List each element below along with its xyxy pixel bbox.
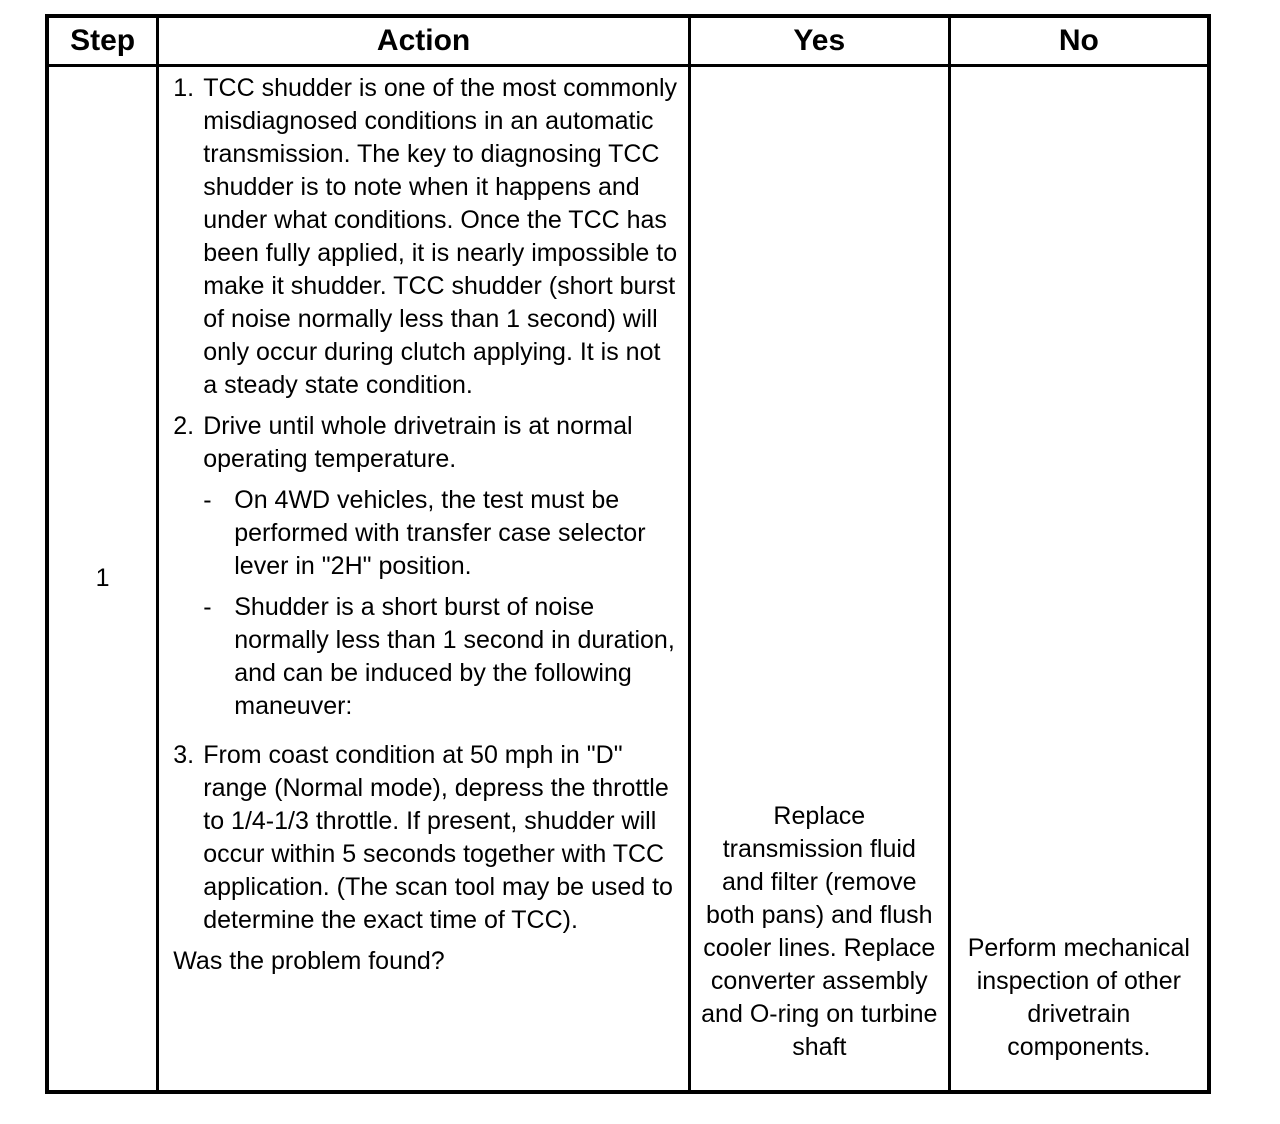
subitem-text: On 4WD vehicles, the test must be performed with transfer case selector lever in "2H" position.	[234, 486, 646, 580]
action-sub-list	[203, 484, 678, 723]
action-item-2	[173, 410, 678, 731]
action-item-number: 1.	[173, 74, 195, 102]
header-no: No	[949, 16, 1209, 66]
action-item-text: TCC shudder is one of the most commonly misdiagnosed conditions in an automatic transmission. The key to diagnosing TCC shudder is to note when it happens and under what conditions. Once the TCC has been fully applied, it is nearly impossible to make it shudder. TCC shudder (short burst of noise normally less than 1 second) will only occur during clutch applying. It is not a steady state condition.	[203, 74, 678, 399]
action-item-1	[173, 72, 678, 402]
table-row	[47, 66, 1209, 1093]
action-subitem-2	[173, 591, 678, 723]
action-item-text: Drive until whole drivetrain is at normal operating temperature.	[203, 412, 633, 473]
subitem-marker: -	[203, 486, 212, 514]
action-item-text: From coast condition at 50 mph in "D" range (Normal mode), depress the throttle to 1/4-1/3 throttle. If present, shudder will occur within 5 seconds together with TCC application. (The scan tool may be used to determine the exact time of TCC).	[203, 741, 673, 934]
action-item-3	[173, 739, 678, 937]
header-row	[47, 16, 1209, 66]
action-subitem-1	[173, 484, 678, 583]
action-item-number: 3.	[173, 741, 195, 769]
action-question: Was the problem found?	[173, 947, 445, 975]
diagnostic-table	[45, 14, 1211, 1094]
action-cell	[158, 66, 690, 1093]
action-item-number: 2.	[173, 412, 195, 440]
no-outcome: Perform mechanical inspection of other drivetrain components.	[949, 66, 1209, 1093]
yes-outcome: Replace transmission fluid and filter (remove both pans) and flush cooler lines. Replace converter assembly and O-ring on turbine shaft	[689, 66, 949, 1093]
subitem-marker: -	[203, 593, 212, 621]
header-step: Step	[47, 16, 158, 66]
subitem-text: Shudder is a short burst of noise normally less than 1 second in duration, and can be induced by the following maneuver:	[234, 593, 675, 720]
step-number: 1	[47, 66, 158, 1093]
header-action: Action	[158, 16, 690, 66]
header-yes: Yes	[689, 16, 949, 66]
